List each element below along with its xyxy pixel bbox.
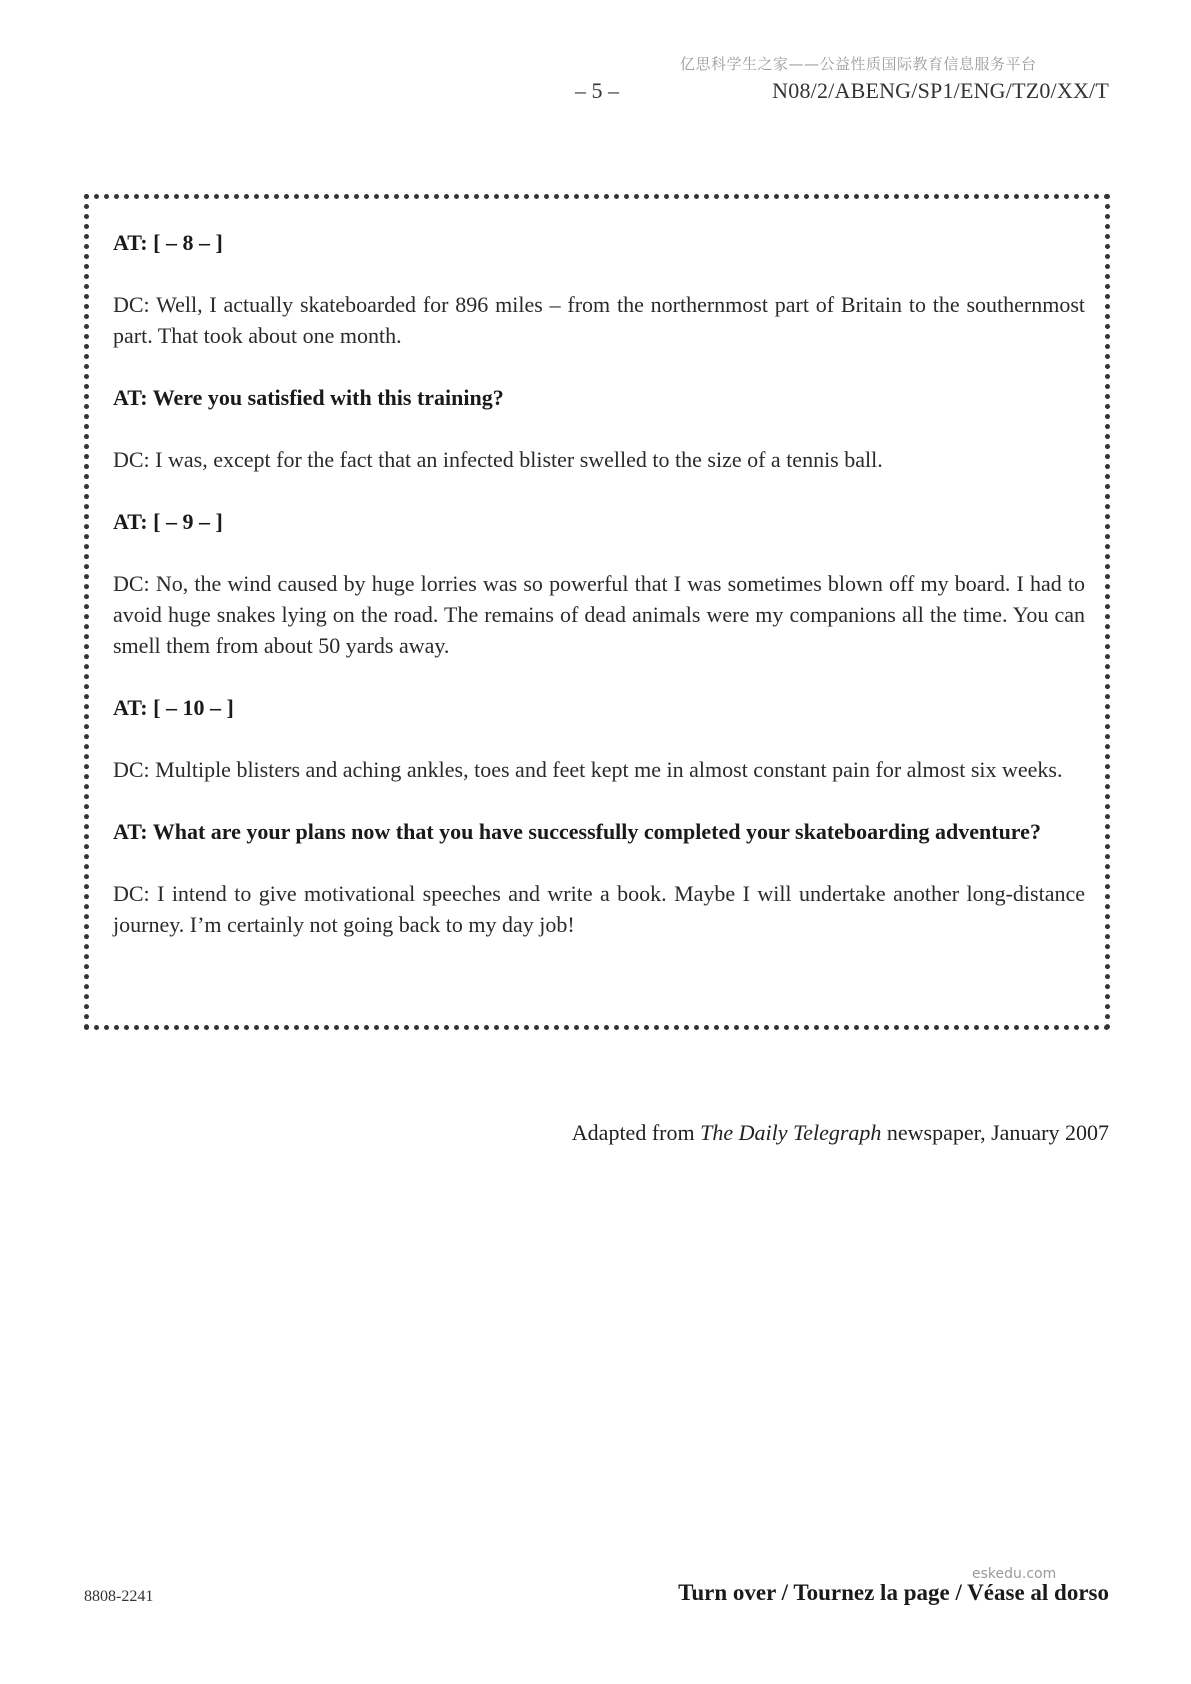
question-plans: AT: What are your plans now that you have successfully completed your skateboarding adventure?	[113, 819, 1041, 844]
answer-8: DC: Well, I actually skateboarded for 896 miles – from the northernmost part of Britain to the southernmost part. That took about one month.	[113, 292, 1085, 348]
credit-source: The Daily Telegraph	[700, 1120, 882, 1145]
question-training: AT: Were you satisfied with this training?	[113, 385, 504, 410]
page-number: – 5 –	[575, 78, 619, 103]
question-9: AT: [ – 9 – ]	[113, 509, 223, 534]
credit-suffix: newspaper, January 2007	[881, 1120, 1109, 1145]
answer-9: DC: No, the wind caused by huge lorries was so powerful that I was sometimes blown off my board. I had to avoid huge snakes lying on the road. The remains of dead animals were my companions all the time. You can smell them from about 50 yards away.	[113, 571, 1085, 658]
question-8: AT: [ – 8 – ]	[113, 230, 223, 255]
answer-plans: DC: I intend to give motivational speeches and write a book. Maybe I will undertake another long-distance journey. I’m certainly not going back to my day job!	[113, 881, 1085, 937]
interview-content	[113, 227, 1085, 940]
source-credit	[572, 1120, 1109, 1146]
answer-training: DC: I was, except for the fact that an infected blister swelled to the size of a tennis ball.	[113, 447, 883, 472]
footer-watermark: eskedu.com	[972, 1566, 1057, 1582]
footer-code: 8808-2241	[84, 1588, 154, 1605]
document-code: N08/2/ABENG/SP1/ENG/TZ0/XX/T	[772, 78, 1109, 103]
turn-over-text: Turn over / Tournez la page / Véase al dorso	[678, 1580, 1109, 1605]
header-watermark: 亿思科学生之家——公益性质国际教育信息服务平台	[680, 55, 1037, 73]
question-10: AT: [ – 10 – ]	[113, 695, 234, 720]
answer-10: DC: Multiple blisters and aching ankles, toes and feet kept me in almost constant pain for almost six weeks.	[113, 757, 1063, 782]
credit-prefix: Adapted from	[571, 1120, 701, 1145]
